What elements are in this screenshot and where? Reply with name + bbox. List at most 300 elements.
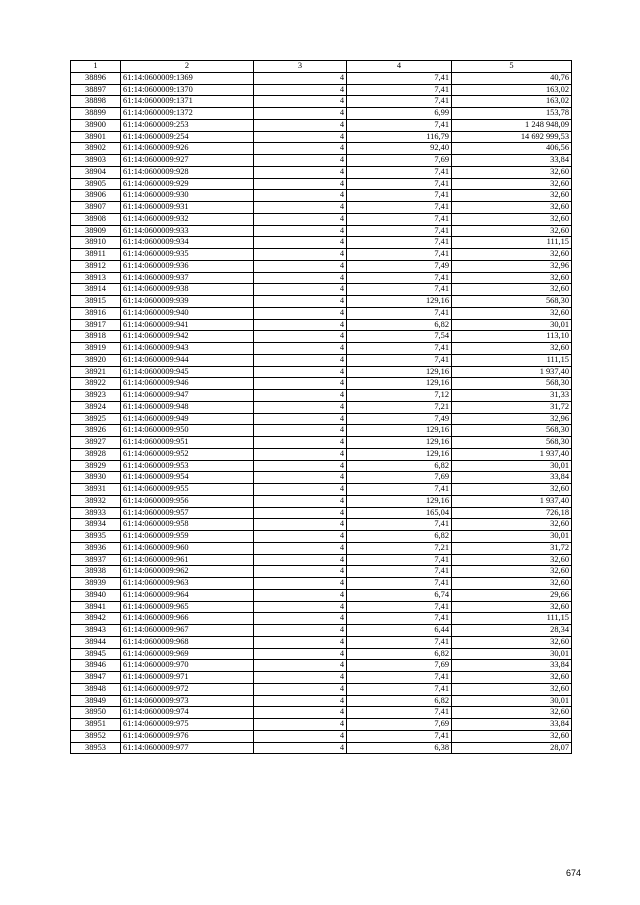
- table-row: [71, 319, 572, 331]
- table-row: [71, 260, 572, 272]
- table-cell: 4: [254, 178, 347, 190]
- table-cell: 4: [254, 143, 347, 155]
- table-cell: 7,41: [347, 707, 452, 719]
- table-cell: 4: [254, 237, 347, 249]
- table-cell: 32,60: [452, 190, 572, 202]
- table-row: [71, 636, 572, 648]
- table-row: [71, 190, 572, 202]
- column-header: 3: [254, 61, 347, 73]
- table-cell: 38949: [71, 695, 121, 707]
- table-cell: 61:14:0600009:975: [121, 719, 254, 731]
- table-row: [71, 72, 572, 84]
- table-cell: 61:14:0600009:944: [121, 354, 254, 366]
- table-cell: 38906: [71, 190, 121, 202]
- table-cell: 7,69: [347, 719, 452, 731]
- table-cell: 32,60: [452, 284, 572, 296]
- table-row: [71, 96, 572, 108]
- table-cell: 4: [254, 495, 347, 507]
- table-cell: 129,16: [347, 495, 452, 507]
- table-cell: 61:14:0600009:953: [121, 460, 254, 472]
- table-cell: 726,18: [452, 507, 572, 519]
- table-cell: 38899: [71, 108, 121, 120]
- table-cell: 4: [254, 542, 347, 554]
- table-cell: 61:14:0600009:1371: [121, 96, 254, 108]
- table-row: [71, 390, 572, 402]
- table-cell: 38916: [71, 307, 121, 319]
- table-cell: 38948: [71, 683, 121, 695]
- table-cell: 32,60: [452, 601, 572, 613]
- table-cell: 29,66: [452, 589, 572, 601]
- table-cell: 4: [254, 578, 347, 590]
- table-cell: 7,41: [347, 566, 452, 578]
- table-cell: 4: [254, 742, 347, 754]
- table-header-row: [71, 61, 572, 73]
- table-body: [71, 72, 572, 754]
- table-cell: 32,60: [452, 730, 572, 742]
- table-cell: 7,12: [347, 390, 452, 402]
- table-cell: 7,41: [347, 519, 452, 531]
- table-cell: 32,60: [452, 554, 572, 566]
- table-cell: 61:14:0600009:973: [121, 695, 254, 707]
- table-cell: 129,16: [347, 437, 452, 449]
- table-row: [71, 460, 572, 472]
- table-cell: 61:14:0600009:933: [121, 225, 254, 237]
- table-cell: 7,41: [347, 202, 452, 214]
- table-cell: 4: [254, 108, 347, 120]
- table-row: [71, 413, 572, 425]
- table-cell: 7,41: [347, 237, 452, 249]
- table-cell: 32,60: [452, 683, 572, 695]
- table-cell: 32,60: [452, 343, 572, 355]
- table-cell: 6,99: [347, 108, 452, 120]
- table-cell: 61:14:0600009:969: [121, 648, 254, 660]
- table-cell: 38909: [71, 225, 121, 237]
- table-cell: 61:14:0600009:943: [121, 343, 254, 355]
- table-cell: 38915: [71, 296, 121, 308]
- table-cell: 4: [254, 390, 347, 402]
- page-number: 674: [566, 868, 582, 878]
- table-cell: 61:14:0600009:930: [121, 190, 254, 202]
- table-cell: 61:14:0600009:958: [121, 519, 254, 531]
- table-cell: 4: [254, 636, 347, 648]
- table-cell: 4: [254, 613, 347, 625]
- table-cell: 61:14:0600009:929: [121, 178, 254, 190]
- table-cell: 4: [254, 72, 347, 84]
- table-cell: 4: [254, 601, 347, 613]
- table-cell: 61:14:0600009:961: [121, 554, 254, 566]
- table-cell: 61:14:0600009:945: [121, 366, 254, 378]
- table-row: [71, 401, 572, 413]
- table-cell: 4: [254, 448, 347, 460]
- table-cell: 7,41: [347, 225, 452, 237]
- table-cell: 6,82: [347, 695, 452, 707]
- table-row: [71, 578, 572, 590]
- table-cell: 33,84: [452, 472, 572, 484]
- table-cell: 92,40: [347, 143, 452, 155]
- table-cell: 32,60: [452, 519, 572, 531]
- table-cell: 111,15: [452, 237, 572, 249]
- table-cell: 32,60: [452, 578, 572, 590]
- table-cell: 38912: [71, 260, 121, 272]
- table-cell: 6,82: [347, 531, 452, 543]
- table-cell: 38941: [71, 601, 121, 613]
- table-cell: 61:14:0600009:938: [121, 284, 254, 296]
- table-cell: 6,74: [347, 589, 452, 601]
- table-cell: 7,21: [347, 401, 452, 413]
- data-table: [70, 60, 572, 754]
- table-cell: 4: [254, 589, 347, 601]
- table-cell: 61:14:0600009:1369: [121, 72, 254, 84]
- table-cell: 38930: [71, 472, 121, 484]
- table-row: [71, 625, 572, 637]
- table-cell: 30,01: [452, 695, 572, 707]
- table-cell: 7,49: [347, 413, 452, 425]
- table-cell: 4: [254, 507, 347, 519]
- table-cell: 7,41: [347, 190, 452, 202]
- table-cell: 61:14:0600009:974: [121, 707, 254, 719]
- table-cell: 7,41: [347, 119, 452, 131]
- table-row: [71, 484, 572, 496]
- table-cell: 38940: [71, 589, 121, 601]
- table-cell: 4: [254, 554, 347, 566]
- table-cell: 165,04: [347, 507, 452, 519]
- table-cell: 7,41: [347, 730, 452, 742]
- table-cell: 4: [254, 707, 347, 719]
- table-row: [71, 155, 572, 167]
- table-cell: 7,41: [347, 72, 452, 84]
- table-row: [71, 531, 572, 543]
- table-row: [71, 730, 572, 742]
- table-cell: 61:14:0600009:946: [121, 378, 254, 390]
- table-cell: 6,82: [347, 319, 452, 331]
- table-row: [71, 695, 572, 707]
- table-cell: 4: [254, 155, 347, 167]
- table-row: [71, 660, 572, 672]
- table-cell: 4: [254, 437, 347, 449]
- table-cell: 38935: [71, 531, 121, 543]
- table-row: [71, 84, 572, 96]
- table-cell: 4: [254, 672, 347, 684]
- table-cell: 4: [254, 566, 347, 578]
- table-cell: 38922: [71, 378, 121, 390]
- table-cell: 28,34: [452, 625, 572, 637]
- table-row: [71, 343, 572, 355]
- table-cell: 38926: [71, 425, 121, 437]
- table-cell: 4: [254, 296, 347, 308]
- table-cell: 4: [254, 272, 347, 284]
- table-cell: 406,56: [452, 143, 572, 155]
- table-cell: 129,16: [347, 378, 452, 390]
- table-cell: 568,30: [452, 425, 572, 437]
- table-cell: 61:14:0600009:253: [121, 119, 254, 131]
- table-cell: 7,41: [347, 601, 452, 613]
- table-row: [71, 178, 572, 190]
- table-cell: 7,49: [347, 260, 452, 272]
- table-cell: 32,60: [452, 272, 572, 284]
- table-cell: 38953: [71, 742, 121, 754]
- table-cell: 4: [254, 119, 347, 131]
- table-row: [71, 437, 572, 449]
- table-cell: 61:14:0600009:963: [121, 578, 254, 590]
- table-cell: 4: [254, 202, 347, 214]
- table-cell: 7,41: [347, 613, 452, 625]
- table-row: [71, 507, 572, 519]
- table-row: [71, 272, 572, 284]
- table-cell: 7,41: [347, 672, 452, 684]
- table-row: [71, 108, 572, 120]
- table-cell: 7,69: [347, 155, 452, 167]
- table-cell: 61:14:0600009:928: [121, 166, 254, 178]
- table-cell: 38904: [71, 166, 121, 178]
- table-cell: 32,96: [452, 413, 572, 425]
- table-cell: 38939: [71, 578, 121, 590]
- table-cell: 4: [254, 660, 347, 672]
- table-row: [71, 143, 572, 155]
- table-cell: 4: [254, 249, 347, 261]
- table-cell: 4: [254, 378, 347, 390]
- table-cell: 4: [254, 343, 347, 355]
- table-cell: 30,01: [452, 460, 572, 472]
- table-cell: 61:14:0600009:968: [121, 636, 254, 648]
- table-cell: 30,01: [452, 648, 572, 660]
- table-row: [71, 296, 572, 308]
- table-cell: 4: [254, 719, 347, 731]
- table-cell: 7,41: [347, 636, 452, 648]
- table-cell: 4: [254, 413, 347, 425]
- table-cell: 61:14:0600009:934: [121, 237, 254, 249]
- table-cell: 4: [254, 190, 347, 202]
- table-row: [71, 366, 572, 378]
- table-cell: 61:14:0600009:926: [121, 143, 254, 155]
- table-cell: 38900: [71, 119, 121, 131]
- table-row: [71, 202, 572, 214]
- table-cell: 38910: [71, 237, 121, 249]
- table-cell: 38914: [71, 284, 121, 296]
- table-cell: 32,60: [452, 636, 572, 648]
- table-cell: 38898: [71, 96, 121, 108]
- table-cell: 7,41: [347, 178, 452, 190]
- table-cell: 38952: [71, 730, 121, 742]
- table-cell: 38913: [71, 272, 121, 284]
- table-cell: 38934: [71, 519, 121, 531]
- table-cell: 1 937,40: [452, 495, 572, 507]
- table-cell: 61:14:0600009:966: [121, 613, 254, 625]
- table-cell: 1 937,40: [452, 366, 572, 378]
- table-cell: 61:14:0600009:937: [121, 272, 254, 284]
- table-cell: 32,60: [452, 484, 572, 496]
- table-cell: 38920: [71, 354, 121, 366]
- table-row: [71, 519, 572, 531]
- table-cell: 32,60: [452, 202, 572, 214]
- table-row: [71, 284, 572, 296]
- table-cell: 40,76: [452, 72, 572, 84]
- table-cell: 31,33: [452, 390, 572, 402]
- table-cell: 30,01: [452, 319, 572, 331]
- table-row: [71, 742, 572, 754]
- table-cell: 6,44: [347, 625, 452, 637]
- table-cell: 38919: [71, 343, 121, 355]
- table-cell: 38905: [71, 178, 121, 190]
- table-cell: 61:14:0600009:960: [121, 542, 254, 554]
- table-cell: 129,16: [347, 366, 452, 378]
- column-header: 4: [347, 61, 452, 73]
- table-cell: 129,16: [347, 448, 452, 460]
- table-cell: 4: [254, 695, 347, 707]
- table-cell: 38936: [71, 542, 121, 554]
- table-cell: 1 248 948,09: [452, 119, 572, 131]
- table-cell: 38937: [71, 554, 121, 566]
- table-cell: 163,02: [452, 84, 572, 96]
- table-row: [71, 378, 572, 390]
- table-cell: 7,41: [347, 484, 452, 496]
- table-cell: 6,82: [347, 648, 452, 660]
- table-cell: 568,30: [452, 378, 572, 390]
- table-cell: 61:14:0600009:962: [121, 566, 254, 578]
- table-row: [71, 249, 572, 261]
- table-cell: 61:14:0600009:977: [121, 742, 254, 754]
- table-cell: 38902: [71, 143, 121, 155]
- table-row: [71, 425, 572, 437]
- table-cell: 4: [254, 460, 347, 472]
- table-cell: 6,38: [347, 742, 452, 754]
- table-cell: 4: [254, 213, 347, 225]
- table-cell: 38903: [71, 155, 121, 167]
- table-cell: 61:14:0600009:952: [121, 448, 254, 460]
- table-cell: 31,72: [452, 401, 572, 413]
- table-cell: 116,79: [347, 131, 452, 143]
- table-cell: 61:14:0600009:948: [121, 401, 254, 413]
- table-cell: 4: [254, 354, 347, 366]
- table-cell: 6,82: [347, 460, 452, 472]
- table-cell: 7,69: [347, 472, 452, 484]
- table-cell: 61:14:0600009:954: [121, 472, 254, 484]
- table-row: [71, 589, 572, 601]
- table-row: [71, 683, 572, 695]
- table-cell: 7,41: [347, 272, 452, 284]
- table-cell: 38951: [71, 719, 121, 731]
- table-cell: 7,41: [347, 578, 452, 590]
- table-cell: 4: [254, 425, 347, 437]
- table-cell: 32,60: [452, 672, 572, 684]
- table-cell: 31,72: [452, 542, 572, 554]
- table-cell: 61:14:0600009:1370: [121, 84, 254, 96]
- table-cell: 7,41: [347, 307, 452, 319]
- table-cell: 38942: [71, 613, 121, 625]
- table-cell: 38950: [71, 707, 121, 719]
- table-cell: 38945: [71, 648, 121, 660]
- table-cell: 7,41: [347, 249, 452, 261]
- table-cell: 33,84: [452, 155, 572, 167]
- table-cell: 33,84: [452, 660, 572, 672]
- table-cell: 4: [254, 284, 347, 296]
- table-cell: 38929: [71, 460, 121, 472]
- table-cell: 32,60: [452, 707, 572, 719]
- column-header: 5: [452, 61, 572, 73]
- table-cell: 7,41: [347, 166, 452, 178]
- table-row: [71, 131, 572, 143]
- table-cell: 7,54: [347, 331, 452, 343]
- table-row: [71, 648, 572, 660]
- table-cell: 61:14:0600009:936: [121, 260, 254, 272]
- table-row: [71, 307, 572, 319]
- table-cell: 32,60: [452, 566, 572, 578]
- table-cell: 61:14:0600009:932: [121, 213, 254, 225]
- table-cell: 61:14:0600009:941: [121, 319, 254, 331]
- table-cell: 4: [254, 730, 347, 742]
- table-cell: 7,41: [347, 683, 452, 695]
- table-cell: 61:14:0600009:951: [121, 437, 254, 449]
- table-cell: 38896: [71, 72, 121, 84]
- table-cell: 38927: [71, 437, 121, 449]
- table-cell: 61:14:0600009:927: [121, 155, 254, 167]
- table-row: [71, 601, 572, 613]
- table-cell: 7,41: [347, 284, 452, 296]
- table-cell: 4: [254, 401, 347, 413]
- table-cell: 61:14:0600009:970: [121, 660, 254, 672]
- table-cell: 7,21: [347, 542, 452, 554]
- table-row: [71, 225, 572, 237]
- table-cell: 32,60: [452, 178, 572, 190]
- table-cell: 7,41: [347, 96, 452, 108]
- table-row: [71, 448, 572, 460]
- table-cell: 38908: [71, 213, 121, 225]
- table-cell: 4: [254, 331, 347, 343]
- table-cell: 61:14:0600009:964: [121, 589, 254, 601]
- table-cell: 4: [254, 166, 347, 178]
- table-cell: 61:14:0600009:971: [121, 672, 254, 684]
- table-cell: 38931: [71, 484, 121, 496]
- table-cell: 38924: [71, 401, 121, 413]
- table-cell: 30,01: [452, 531, 572, 543]
- table-cell: 38932: [71, 495, 121, 507]
- table-cell: 4: [254, 307, 347, 319]
- table-row: [71, 554, 572, 566]
- table-cell: 163,02: [452, 96, 572, 108]
- table-cell: 4: [254, 260, 347, 272]
- table-cell: 7,41: [347, 213, 452, 225]
- table-row: [71, 566, 572, 578]
- table-cell: 38897: [71, 84, 121, 96]
- table-cell: 61:14:0600009:949: [121, 413, 254, 425]
- table-cell: 33,84: [452, 719, 572, 731]
- table-row: [71, 354, 572, 366]
- table-row: [71, 613, 572, 625]
- table-cell: 61:14:0600009:935: [121, 249, 254, 261]
- table-cell: 61:14:0600009:254: [121, 131, 254, 143]
- table-cell: 153,78: [452, 108, 572, 120]
- table-cell: 38928: [71, 448, 121, 460]
- table-cell: 61:14:0600009:950: [121, 425, 254, 437]
- table-row: [71, 119, 572, 131]
- table-row: [71, 495, 572, 507]
- table-cell: 4: [254, 96, 347, 108]
- table-cell: 568,30: [452, 296, 572, 308]
- table-cell: 32,96: [452, 260, 572, 272]
- table-row: [71, 542, 572, 554]
- table-cell: 61:14:0600009:931: [121, 202, 254, 214]
- table-cell: 7,41: [347, 343, 452, 355]
- table-cell: 32,60: [452, 213, 572, 225]
- column-header: 1: [71, 61, 121, 73]
- table-row: [71, 166, 572, 178]
- table-cell: 38943: [71, 625, 121, 637]
- table-cell: 61:14:0600009:965: [121, 601, 254, 613]
- table-cell: 61:14:0600009:956: [121, 495, 254, 507]
- table-cell: 4: [254, 648, 347, 660]
- table-cell: 4: [254, 683, 347, 695]
- table-cell: 4: [254, 319, 347, 331]
- table-cell: 38938: [71, 566, 121, 578]
